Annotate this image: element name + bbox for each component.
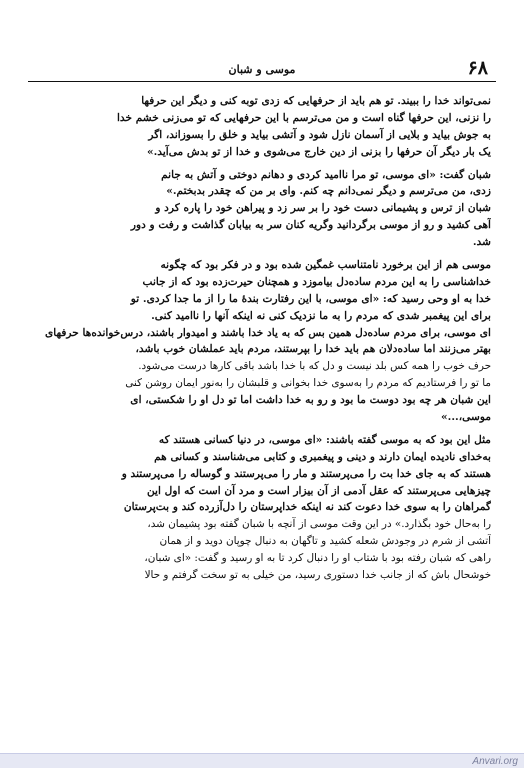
text-line: به جوش بیاید و بلایی از آسمان نازل شود و آتشی بیاید و خلق را بسوزاند، اگر: [148, 128, 491, 141]
text-line: برای این پیغمبر شدی که مردم را به ما نزدیک کنی نه اینکه آنها را ناامید کنی.: [151, 309, 491, 322]
text-line: را به‌حال خود بگذارد.» در این وقت موسی از آنچه با شبان گفته بود پشیمان شد،: [147, 518, 491, 531]
footer-bar: [0, 753, 524, 768]
page-header: [28, 57, 496, 82]
text-line: خدا به او وحی رسید که: «ای موسی، با این رفتارت بندهٔ ما را از ما جدا کردی. تو: [130, 292, 491, 305]
text-line: یک بار دیگر آن حرفها را بزنی از دین خارج می‌شوی و خدا از تو بدش می‌آید.»: [146, 145, 491, 158]
text-line: را نزنی، این حرفها گناه است و من می‌ترسم با این حرفهایی که تو می‌زنی خشم خدا: [116, 111, 491, 124]
text-line: راهی که شبان رفته بود با شتاب او را دنبال کرد تا به او رسید و گفت: «ای شبان،: [144, 552, 491, 565]
text-line: مثل این بود که به موسی گفته باشند: «ای موسی، در دنیا کسانی هستند که: [158, 433, 491, 446]
text-line: شبان گفت: «ای موسی، تو مرا ناامید کردی و دهانم دوختی و آتش به جانم: [161, 168, 491, 181]
text-line: ای موسی، برای مردم ساده‌دل همین بس که به یاد خدا باشند و امیدوار باشند، درس‌خوانده‌ها حرفهای: [44, 326, 491, 339]
text-line: بهتر می‌زنند اما ساده‌دلان هم باید خدا را بپرستند، مردم باید عملشان خوب باشد،: [135, 343, 491, 356]
text-line: خداشناسی را به این مردم ساده‌دل بیاموزد و همچنان حیرت‌زده بود که از جانب: [142, 275, 491, 288]
text-line: خوشحال باش که از جانب خدا دستوری رسید، من خیلی به تو سخت گرفتم و حالا: [144, 569, 491, 582]
running-title: موسی و شبان: [228, 63, 296, 76]
page-body: [33, 93, 491, 590]
site-watermark: Anvari.org: [472, 756, 518, 767]
text-line: گمراهان را به سوی خدا دعوت کند نه اینکه خداپرستان را دل‌آزرده کند و بت‌پرستان: [123, 501, 491, 514]
text-line: ما تو را فرستادیم که مردم را به‌سوی خدا بخوانی و قلبشان را به‌نور ایمان روشن کنی: [125, 377, 491, 390]
text-line: زدی، من می‌ترسم و دیگر نمی‌دانم چه کنم. وای بر من که چقدر بدبختم.»: [166, 185, 491, 198]
page-number: ۶۸: [467, 57, 488, 79]
text-line: حرف خوب را همه کس بلد نیست و دل که با خدا باشد باقی کارها درست می‌شود.: [138, 360, 491, 373]
text-line: آهی کشید و رو از موسی برگردانید وگریه کنان سر به بیابان گذاشت و رفت و دور: [130, 219, 491, 232]
paragraph: [33, 257, 491, 426]
text-line: شبان از ترس و پشیمانی دست خود را بر سر زد و پیراهن خود را پاره کرد و: [155, 202, 491, 215]
paragraph: [33, 93, 491, 161]
text-line: نمی‌تواند خدا را ببیند. تو هم باید از حرفهایی که زدی توبه کنی و دیگر این حرفها: [141, 95, 491, 107]
text-line: آتشی از شرم در وجودش شعله کشید و تاگهان به دنبال چوپان دوید و از همان: [159, 535, 491, 548]
text-line: این شبان هر چه بود دوست ما بود و رو به خدا داشت اما تو دل او را شکستی، ای: [130, 394, 491, 407]
text-line: به‌خدای نادیده ایمان دارند و دینی و پیغمبری و کتابی می‌شناسند و کسانی هم: [154, 450, 491, 463]
text-line: هستند که به جای خدا بت را می‌پرستند و مار را می‌پرستند و گوساله را می‌پرستند و: [121, 467, 491, 480]
text-line: موسی هم از این برخورد نامتناسب غمگین شده بود و در فکر بود که چگونه: [160, 259, 491, 272]
text-line: موسی،...»: [441, 411, 491, 424]
text-line: چیزهایی می‌پرستند که عقل آدمی از آن بیزار است و مرد آن است که اول این: [146, 484, 491, 497]
paragraph: [33, 432, 491, 584]
paragraph: [33, 167, 491, 251]
text-line: شد.: [472, 236, 491, 249]
